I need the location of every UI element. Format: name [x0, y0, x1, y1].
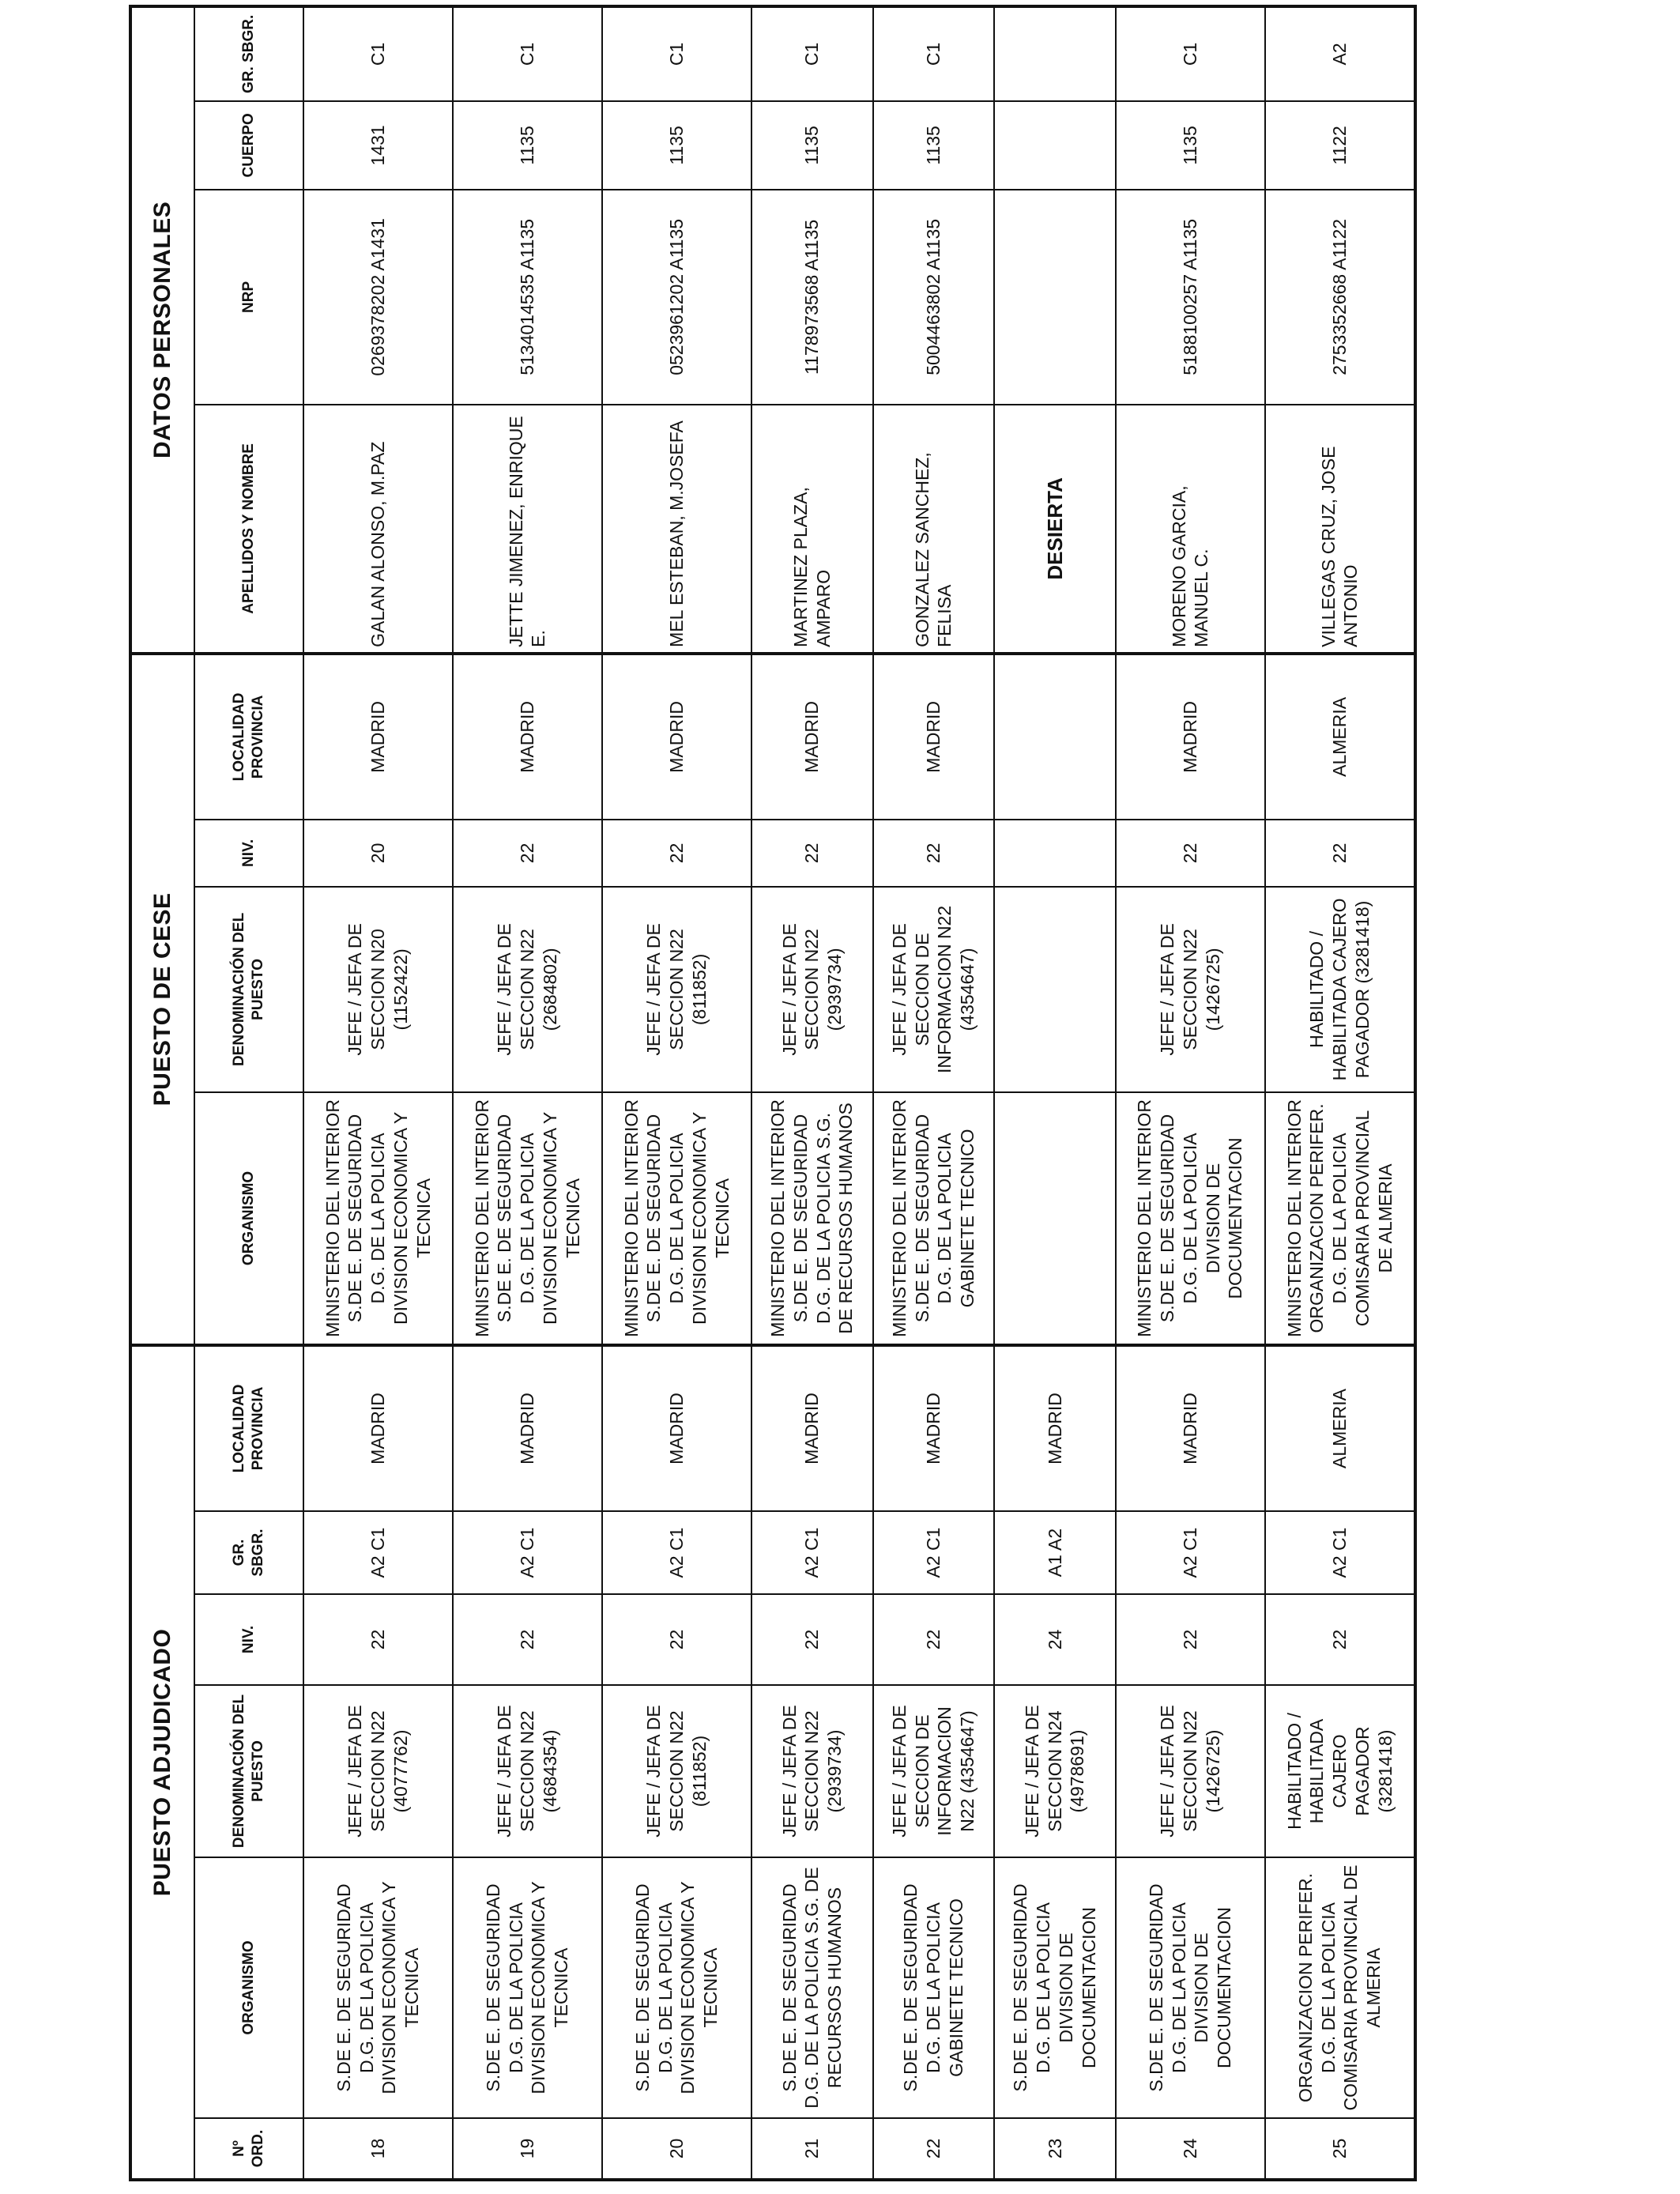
cell-cuerpo: 1135 — [602, 101, 751, 190]
cell-cuerpo: 1135 — [1116, 101, 1265, 190]
cell-nivel-adjudicado: 22 — [873, 1594, 995, 1685]
cell-nrp: 5004463802 A1135 — [873, 190, 995, 405]
cell-organismo-adjudicado: S.DE E. DE SEGURIDAD D.G. DE LA POLICIA DIVISION ECONOMICA Y TECNICA — [453, 1857, 602, 2118]
cell-grupo-personal: C1 — [602, 6, 751, 101]
cell-apellidos-nombre: MEL ESTEBAN, M.JOSEFA — [602, 405, 751, 654]
cell-apellidos-nombre: GONZALEZ SANCHEZ, FELISA — [873, 405, 995, 654]
table-row — [1116, 6, 1265, 2180]
col-nivel-cese: NIV. — [194, 820, 303, 887]
cell-organismo-cese: MINISTERIO DEL INTERIOR S.DE E. DE SEGURIDAD D.G. DE LA POLICIA DIVISION ECONOMICA Y TECNICA — [453, 1092, 602, 1345]
cell-nrp: 5134014535 A1135 — [453, 190, 602, 405]
cell-organismo-cese: MINISTERIO DEL INTERIOR S.DE E. DE SEGURIDAD D.G. DE LA POLICIA DIVISION ECONOMICA Y TECNICA — [602, 1092, 751, 1345]
cell-organismo-cese: MINISTERIO DEL INTERIOR ORGANIZACION PERIFER. D.G. DE LA POLICIA COMISARIA PROVINCIAL DE ALMERIA — [1265, 1092, 1415, 1345]
cell-nivel-adjudicado: 22 — [453, 1594, 602, 1685]
cell-nivel-cese: 22 — [453, 820, 602, 887]
rotated-page — [129, 8, 1417, 2181]
cell-apellidos-nombre: VILLEGAS CRUZ, JOSE ANTONIO — [1265, 405, 1415, 654]
cell-denominacion-adjudicado: JEFE / JEFA DE SECCION N22 (811852) — [602, 1685, 751, 1857]
cell-nivel-adjudicado: 22 — [602, 1594, 751, 1685]
cell-denominacion-cese: JEFE / JEFA DE SECCION N22 (2684802) — [453, 887, 602, 1092]
cell-grupo-personal: C1 — [873, 6, 995, 101]
cell-organismo-cese: MINISTERIO DEL INTERIOR S.DE E. DE SEGURIDAD D.G. DE LA POLICIA GABINETE TECNICO — [873, 1092, 995, 1345]
cell-nrp: 0523961202 A1135 — [602, 190, 751, 405]
cell-denominacion-cese: JEFE / JEFA DE SECCION N22 (811852) — [602, 887, 751, 1092]
cell-localidad-adjudicado: ALMERIA — [1265, 1345, 1415, 1511]
section-datos-personales: DATOS PERSONALES — [130, 6, 194, 654]
col-localidad-adjudicado: LOCALIDAD PROVINCIA — [194, 1345, 303, 1511]
cell-cuerpo — [994, 101, 1116, 190]
col-organismo-adjudicado: ORGANISMO — [194, 1857, 303, 2118]
cell-grupo-adjudicado: A2 C1 — [602, 1511, 751, 1594]
cell-grupo-personal: C1 — [751, 6, 873, 101]
cell-orden: 24 — [1116, 2118, 1265, 2180]
col-localidad-cese: LOCALIDAD PROVINCIA — [194, 654, 303, 820]
cell-grupo-personal: C1 — [303, 6, 453, 101]
col-grupo-personal: GR. SBGR. — [194, 6, 303, 101]
cell-organismo-cese — [994, 1092, 1116, 1345]
cell-denominacion-adjudicado: JEFE / JEFA DE SECCION N22 (4077762) — [303, 1685, 453, 1857]
col-nivel-adjudicado: NIV. — [194, 1594, 303, 1685]
cell-denominacion-cese: JEFE / JEFA DE SECCION N22 (2939734) — [751, 887, 873, 1092]
table-row — [751, 6, 873, 2180]
cell-nivel-adjudicado: 22 — [1116, 1594, 1265, 1685]
cell-nivel-cese: 22 — [751, 820, 873, 887]
table-row — [453, 6, 602, 2180]
table-row — [873, 6, 995, 2180]
cell-orden: 20 — [602, 2118, 751, 2180]
cell-denominacion-adjudicado: HABILITADO / HABILITADA CAJERO PAGADOR (3281418) — [1265, 1685, 1415, 1857]
cell-orden: 22 — [873, 2118, 995, 2180]
col-grupo-adjudicado: GR. SBGR. — [194, 1511, 303, 1594]
cell-denominacion-cese — [994, 887, 1116, 1092]
cell-apellidos-nombre: MARTINEZ PLAZA, AMPARO — [751, 405, 873, 654]
cell-grupo-adjudicado: A2 C1 — [453, 1511, 602, 1594]
cell-nivel-cese: 22 — [1116, 820, 1265, 887]
cell-cuerpo: 1135 — [453, 101, 602, 190]
cell-nivel-cese: 22 — [602, 820, 751, 887]
cell-orden: 21 — [751, 2118, 873, 2180]
cell-cuerpo: 1135 — [751, 101, 873, 190]
cell-nrp — [994, 190, 1116, 405]
cell-organismo-adjudicado: S.DE E. DE SEGURIDAD D.G. DE LA POLICIA DIVISION DE DOCUMENTACION — [1116, 1857, 1265, 2118]
cell-nrp: 0269378202 A1431 — [303, 190, 453, 405]
cell-nivel-cese: 20 — [303, 820, 453, 887]
cell-nrp: 1178973568 A1135 — [751, 190, 873, 405]
cell-cuerpo: 1122 — [1265, 101, 1415, 190]
cell-organismo-adjudicado: S.DE E. DE SEGURIDAD D.G. DE LA POLICIA GABINETE TECNICO — [873, 1857, 995, 2118]
cell-nrp: 5188100257 A1135 — [1116, 190, 1265, 405]
cell-denominacion-adjudicado: JEFE / JEFA DE SECCION N22 (2939734) — [751, 1685, 873, 1857]
cell-organismo-adjudicado: ORGANIZACION PERIFER. D.G. DE LA POLICIA COMISARIA PROVINCIAL DE ALMERIA — [1265, 1857, 1415, 2118]
cell-localidad-adjudicado: MADRID — [994, 1345, 1116, 1511]
cell-grupo-adjudicado: A2 C1 — [873, 1511, 995, 1594]
section-header-row — [130, 6, 194, 2180]
cell-localidad-cese: MADRID — [1116, 654, 1265, 820]
col-denominacion-cese: DENOMINACIÓN DEL PUESTO — [194, 887, 303, 1092]
cell-localidad-cese — [994, 654, 1116, 820]
cell-grupo-adjudicado: A1 A2 — [994, 1511, 1116, 1594]
cell-organismo-adjudicado: S.DE E. DE SEGURIDAD D.G. DE LA POLICIA DIVISION ECONOMICA Y TECNICA — [602, 1857, 751, 2118]
cell-localidad-cese: MADRID — [303, 654, 453, 820]
col-nrp: NRP — [194, 190, 303, 405]
cell-nivel-adjudicado: 24 — [994, 1594, 1116, 1685]
cell-apellidos-nombre: DESIERTA — [994, 405, 1116, 654]
col-apellidos-nombre: APELLIDOS Y NOMBRE — [194, 405, 303, 654]
cell-nivel-cese: 22 — [1265, 820, 1415, 887]
cell-nrp: 2753352668 A1122 — [1265, 190, 1415, 405]
cell-orden: 18 — [303, 2118, 453, 2180]
cell-apellidos-nombre: GALAN ALONSO, M.PAZ — [303, 405, 453, 654]
cell-organismo-cese: MINISTERIO DEL INTERIOR S.DE E. DE SEGURIDAD D.G. DE LA POLICIA DIVISION DE DOCUMENTACION — [1116, 1092, 1265, 1345]
cell-grupo-adjudicado: A2 C1 — [303, 1511, 453, 1594]
cell-grupo-adjudicado: A2 C1 — [751, 1511, 873, 1594]
cell-grupo-adjudicado: A2 C1 — [1265, 1511, 1415, 1594]
table-row — [303, 6, 453, 2180]
section-puesto-cese: PUESTO DE CESE — [130, 654, 194, 1345]
col-orden: Nº ORD. — [194, 2118, 303, 2180]
cell-denominacion-cese: HABILITADO / HABILITADA CAJERO PAGADOR (3281418) — [1265, 887, 1415, 1092]
cell-nivel-adjudicado: 22 — [751, 1594, 873, 1685]
cell-denominacion-adjudicado: JEFE / JEFA DE SECCION N22 (4684354) — [453, 1685, 602, 1857]
cell-localidad-adjudicado: MADRID — [1116, 1345, 1265, 1511]
cell-orden: 25 — [1265, 2118, 1415, 2180]
col-cuerpo: CUERPO — [194, 101, 303, 190]
cell-localidad-cese: MADRID — [602, 654, 751, 820]
cell-grupo-personal: C1 — [1116, 6, 1265, 101]
cell-localidad-cese: MADRID — [751, 654, 873, 820]
cell-nivel-adjudicado: 22 — [1265, 1594, 1415, 1685]
cell-nivel-cese — [994, 820, 1116, 887]
cell-localidad-cese: MADRID — [873, 654, 995, 820]
cell-localidad-adjudicado: MADRID — [303, 1345, 453, 1511]
column-header-row — [194, 6, 303, 2180]
cell-organismo-adjudicado: S.DE E. DE SEGURIDAD D.G. DE LA POLICIA S.G. DE RECURSOS HUMANOS — [751, 1857, 873, 2118]
cell-denominacion-cese: JEFE / JEFA DE SECCION N22 (1426725) — [1116, 887, 1265, 1092]
table-row — [602, 6, 751, 2180]
table-row — [1265, 6, 1415, 2180]
table-row — [994, 6, 1116, 2180]
assignment-table — [129, 5, 1417, 2181]
cell-denominacion-adjudicado: JEFE / JEFA DE SECCION N24 (4978691) — [994, 1685, 1116, 1857]
cell-nivel-adjudicado: 22 — [303, 1594, 453, 1685]
cell-cuerpo: 1135 — [873, 101, 995, 190]
cell-apellidos-nombre: MORENO GARCIA, MANUEL C. — [1116, 405, 1265, 654]
cell-denominacion-adjudicado: JEFE / JEFA DE SECCION N22 (1426725) — [1116, 1685, 1265, 1857]
cell-apellidos-nombre: JETTE JIMENEZ, ENRIQUE E. — [453, 405, 602, 654]
cell-localidad-adjudicado: MADRID — [453, 1345, 602, 1511]
cell-organismo-adjudicado: S.DE E. DE SEGURIDAD D.G. DE LA POLICIA DIVISION ECONOMICA Y TECNICA — [303, 1857, 453, 2118]
cell-orden: 23 — [994, 2118, 1116, 2180]
cell-denominacion-cese: JEFE / JEFA DE SECCION N20 (1152422) — [303, 887, 453, 1092]
cell-grupo-personal: A2 — [1265, 6, 1415, 101]
cell-nivel-cese: 22 — [873, 820, 995, 887]
cell-organismo-cese: MINISTERIO DEL INTERIOR S.DE E. DE SEGURIDAD D.G. DE LA POLICIA DIVISION ECONOMICA Y TECNICA — [303, 1092, 453, 1345]
cell-grupo-personal — [994, 6, 1116, 101]
cell-organismo-adjudicado: S.DE E. DE SEGURIDAD D.G. DE LA POLICIA DIVISION DE DOCUMENTACION — [994, 1857, 1116, 2118]
section-puesto-adjudicado: PUESTO ADJUDICADO — [130, 1345, 194, 2180]
cell-denominacion-adjudicado: JEFE / JEFA DE SECCION DE INFORMACION N22 (4354647) — [873, 1685, 995, 1857]
cell-localidad-adjudicado: MADRID — [602, 1345, 751, 1511]
cell-grupo-personal: C1 — [453, 6, 602, 101]
cell-cuerpo: 1431 — [303, 101, 453, 190]
cell-orden: 19 — [453, 2118, 602, 2180]
cell-localidad-adjudicado: MADRID — [873, 1345, 995, 1511]
cell-localidad-cese: ALMERIA — [1265, 654, 1415, 820]
cell-denominacion-cese: JEFE / JEFA DE SECCION DE INFORMACION N22 (4354647) — [873, 887, 995, 1092]
cell-localidad-cese: MADRID — [453, 654, 602, 820]
col-organismo-cese: ORGANISMO — [194, 1092, 303, 1345]
col-denominacion-adjudicado: DENOMINACIÓN DEL PUESTO — [194, 1685, 303, 1857]
cell-organismo-cese: MINISTERIO DEL INTERIOR S.DE E. DE SEGURIDAD D.G. DE LA POLICIA S.G. DE RECURSOS HUMANOS — [751, 1092, 873, 1345]
cell-grupo-adjudicado: A2 C1 — [1116, 1511, 1265, 1594]
cell-localidad-adjudicado: MADRID — [751, 1345, 873, 1511]
